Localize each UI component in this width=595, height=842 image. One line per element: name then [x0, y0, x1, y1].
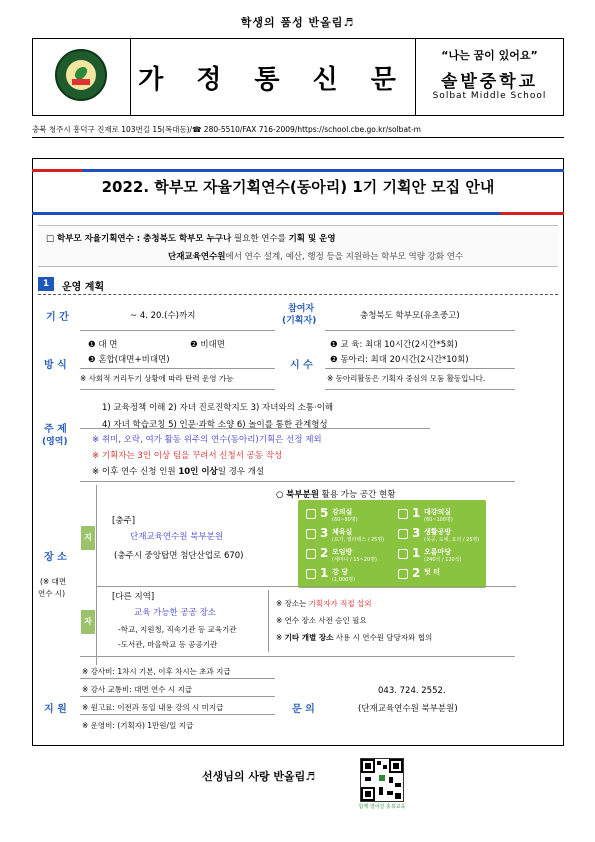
topic-note-1: ※ 취미, 오락, 여가 활동 위주의 연수(동아리)기획은 선정 제외 — [92, 435, 322, 445]
place-sublabel-2: 연수 시) — [38, 589, 66, 598]
footer-message: 선생님의 사랑 반올림♬ — [202, 770, 316, 783]
room-count: 3 — [412, 526, 421, 540]
page-title: 가 정 통 신 문 — [138, 64, 408, 95]
room-name: 오름마당 — [424, 548, 452, 556]
place-sublabel-1: (※ 대면 — [40, 577, 67, 586]
hours-note: ※ 동아리활동은 기획자 중심의 모둠 활동입니다. — [327, 374, 486, 383]
school-slogan: “나는 꿈이 있어요” — [441, 49, 538, 62]
room-count: 3 — [320, 526, 329, 540]
room-item — [306, 506, 390, 524]
room-icon — [306, 509, 316, 519]
topic-row-1: 1) 교육정책 이해 2) 자녀 진로진학지도 3) 자녀와의 소통·이해 — [102, 403, 334, 413]
room-count: 5 — [320, 506, 329, 520]
chungju-heading: [충주] — [112, 516, 136, 526]
room-item — [306, 526, 390, 544]
section-number: 1 — [38, 277, 54, 291]
support-line-1: ※ 강사비: 1차시 기본, 이후 차시는 초과 지급 — [82, 667, 231, 676]
room-count: 1 — [412, 506, 421, 520]
intro-box — [38, 225, 558, 267]
chungju-venue: 단재교육연수원 북부분원 — [130, 532, 224, 542]
room-capacity: (요가, 필라테스 / 25명) — [332, 537, 385, 543]
section-title: 운영 계획 — [62, 282, 105, 293]
room-item — [398, 546, 482, 564]
hours-option-2: ❷ 동아리: 최대 20시간(2시간*10회) — [330, 355, 469, 365]
letter-header — [32, 38, 564, 116]
topic-label: 주 제 — [44, 424, 67, 435]
support-line-4: ※ 운영비: (기획자) 1만원/일 지급 — [82, 721, 194, 730]
room-count: 2 — [412, 566, 421, 580]
room-count: 1 — [320, 566, 329, 580]
contact-label: 문 의 — [292, 704, 315, 715]
contact-phone: 043. 724. 2552. — [378, 686, 446, 696]
contact-organization: (단재교육연수원 북부분원) — [358, 704, 458, 714]
notice-title: 2022. 학부모 자율기획연수(동아리) 1기 기획안 모집 안내 — [101, 178, 495, 196]
topic-note-2: ※ 기획자는 3인 이상 팀을 꾸려서 신청서 공동 작성 — [92, 451, 283, 461]
other-region-example-2: -도서관, 마을학교 등 공공기관 — [118, 640, 218, 649]
room-capacity: (60~80명) — [332, 517, 358, 523]
topic-row-2: 4) 자녀 학습코칭 5) 인문·과학 소양 6) 놀이를 통한 관계형성 — [102, 420, 328, 430]
topic-sublabel: (영역) — [42, 437, 68, 447]
method-option-3: ❸ 혼합(대면+비대면) — [88, 355, 170, 365]
participants-label: 참여자 — [288, 304, 315, 314]
logo-cell — [33, 39, 131, 115]
room-count: 1 — [412, 546, 421, 560]
school-name-english: Solbat Middle School — [432, 91, 547, 101]
room-icon — [398, 509, 408, 519]
room-capacity: (목공, 도예, 요리 / 25명) — [424, 537, 480, 543]
designated-tag: 지정 — [81, 526, 95, 550]
title-bottom-accent — [500, 212, 564, 215]
chungju-address: (충주시 중앙탑면 첨단산업로 670) — [114, 551, 244, 561]
room-name: 강 당 — [332, 568, 348, 576]
other-region-example-1: -학교, 지원청, 직속기관 등 교육기관 — [118, 625, 237, 634]
place-rule-1: ※ 장소는 기획자가 직접 섭외 — [276, 599, 372, 608]
room-icon — [306, 569, 316, 579]
room-icon — [398, 529, 408, 539]
school-cell — [416, 39, 563, 115]
qr-caption: 함께 열어갈 충북교육 — [358, 804, 406, 810]
room-name: 체육실 — [332, 528, 353, 536]
participants-value: 충청북도 학부모(유초중고) — [360, 311, 460, 321]
room-name: 대강의실 — [424, 508, 452, 516]
room-capacity: (1,000명) — [332, 577, 356, 583]
title-cell — [131, 39, 416, 115]
school-motto: 학생의 품성 반올림♬ — [240, 16, 355, 29]
other-region-heading: [다른 지역] — [112, 592, 155, 602]
room-count: 2 — [320, 546, 329, 560]
school-logo-icon — [55, 49, 107, 101]
room-icon — [306, 549, 316, 559]
support-label: 지 원 — [44, 704, 67, 715]
place-rule-2: ※ 연수 장소 사전 승인 필요 — [276, 616, 367, 625]
room-item — [398, 526, 482, 544]
school-name-korean: 솔밭중학교 — [440, 72, 539, 92]
divider — [32, 137, 564, 138]
room-icon — [398, 569, 408, 579]
support-line-2: ※ 강사 교통비: 대면 연수 시 지급 — [82, 685, 193, 694]
period-value: ~ 4. 20.(수)까지 — [130, 311, 196, 321]
room-icon — [398, 549, 408, 559]
room-icon — [306, 529, 316, 539]
room-item — [398, 506, 482, 524]
intro-line-2: 단재교육연수원에서 연수 설계, 예산, 행정 등을 지원하는 학부모 역량 강화 연수 — [168, 252, 464, 262]
method-label: 방 식 — [44, 360, 67, 371]
support-line-3: ※ 원고료: 이전과 동일 내용 강의 시 미지급 — [82, 703, 224, 712]
topic-note-3: ※ 이후 연수 신청 인원 10인 이상일 경우 개설 — [92, 467, 265, 477]
room-name: 강의실 — [332, 508, 353, 516]
room-name: 모임방 — [332, 548, 353, 556]
room-item — [306, 546, 390, 564]
room-name: 생활공방 — [424, 528, 452, 536]
place-label: 장 소 — [44, 552, 67, 563]
method-note: ※ 사회적 거리두기 상황에 따라 탄력 운영 가능 — [80, 374, 234, 383]
room-item — [306, 566, 390, 584]
room-item — [398, 566, 482, 584]
school-address: 충북 청주시 흥덕구 진재로 103번길 15(복대동)/☎ 280-5510/FAX 716-2009/https://school.cbe.go.kr/solbat-m — [32, 125, 421, 134]
room-capacity: (240석 / 120석) — [424, 557, 462, 563]
room-capacity: (세미나 / 15~20명) — [332, 557, 377, 563]
room-capacity: (60~100명) — [424, 517, 453, 523]
place-rule-3: ※ 기타 개별 장소 사용 시 연수원 담당자와 협의 — [276, 633, 433, 642]
period-label: 기 간 — [46, 312, 69, 323]
branch-space-title: ○ 북부분원 활용 가능 공간 현황 — [276, 490, 396, 500]
hours-option-1: ❶ 교 육: 최대 10시간(2시간*5회) — [330, 340, 458, 350]
free-tag: 자율 — [81, 610, 95, 634]
other-region-venue: 교육 가능한 공공 장소 — [134, 608, 217, 618]
participants-sublabel: (기획자) — [282, 316, 317, 326]
hours-label: 시 수 — [290, 360, 313, 371]
method-option-2: ❷ 비대면 — [190, 340, 225, 350]
title-top-accent — [32, 169, 82, 172]
intro-line-1: □ 학부모 자율기획연수 : 충청북도 학부모 누구나 필요한 연수를 기획 및 운영 — [46, 234, 336, 244]
section-rule — [38, 294, 558, 295]
title-bottom-rule — [32, 212, 564, 215]
title-top-rule — [32, 169, 564, 172]
qr-code-icon[interactable] — [360, 758, 404, 802]
room-name: 텃 터 — [424, 568, 440, 576]
method-option-1: ❶ 대 면 — [88, 340, 118, 350]
